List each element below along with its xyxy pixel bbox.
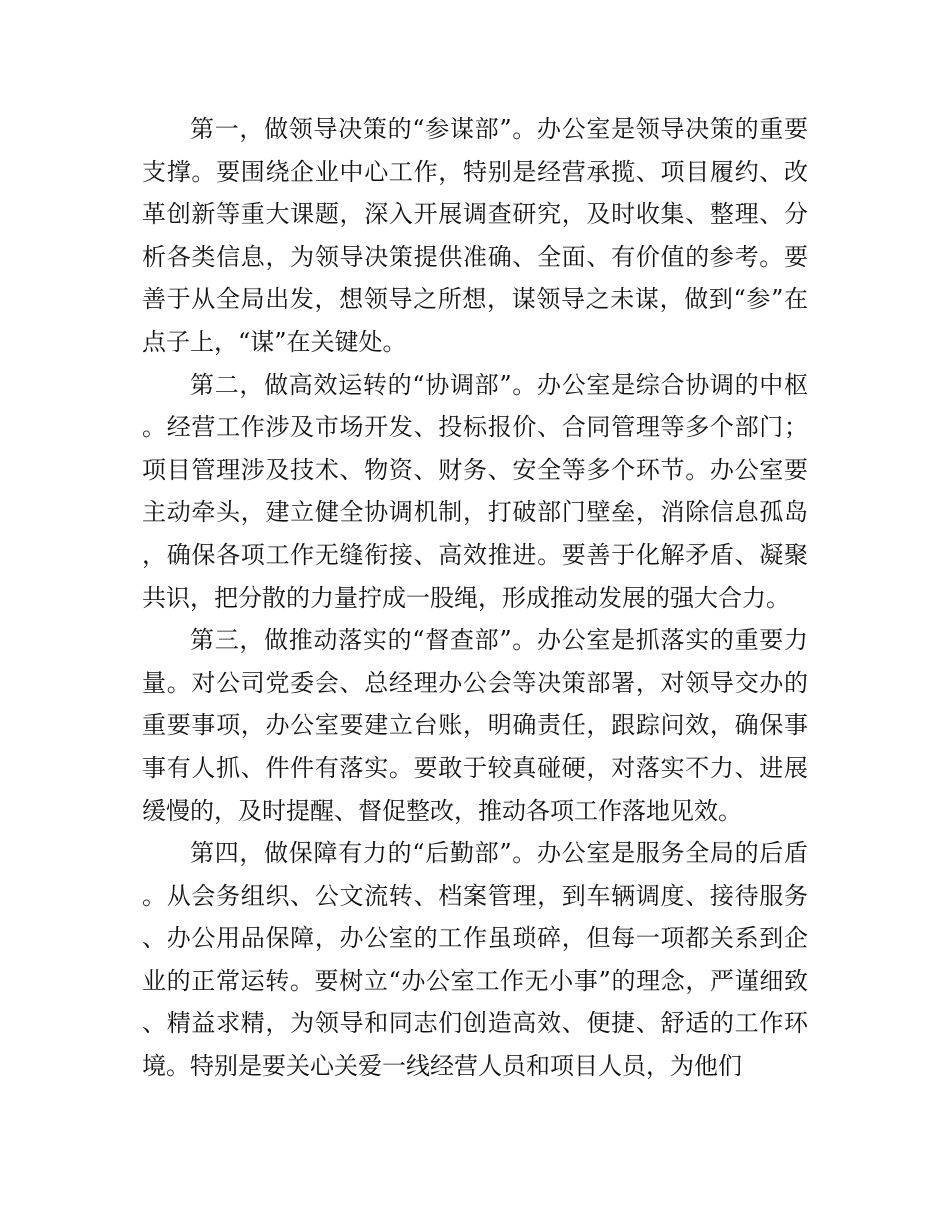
paragraph-4: 第四，做保障有力的“后勤部”。办公室是服务全局的后盾。从会务组织、公文流转、档案管理，到车辆调度、接待服务、办公用品保障，办公室的工作虽琐碎，但每一项都关系到企业的正常运转。要树立“办公室工作无小事”的理念，严谨细致、精益求精，为领导和同志们创造高效、便捷、舒适的工作环境。特别是要关心关爱一线经营人员和项目人员，为他们 [142,839,808,1081]
document-body [142,108,808,1088]
paragraph-3: 第三，做推动落实的“督查部”。办公室是抓落实的重要力量。对公司党委会、总经理办公会等决策部署，对领导交办的重要事项，办公室要建立台账，明确责任，跟踪问效，确保事事有人抓、件件有落实。要敢于较真碰硬，对落实不力、进展缓慢的，及时提醒、督促整改，推动各项工作落地见效。 [142,626,808,825]
paragraph-1: 第一，做领导决策的“参谋部”。办公室是领导决策的重要支撑。要围绕企业中心工作，特别是经营承揽、项目履约、改革创新等重大课题，深入开展调查研究，及时收集、整理、分析各类信息，为领导决策提供准确、全面、有价值的参考。要善于从全局出发，想领导之所想，谋领导之未谋，做到“参”在点子上，“谋”在关键处。 [142,115,808,356]
paragraph-2: 第二，做高效运转的“协调部”。办公室是综合协调的中枢。经营工作涉及市场开发、投标报价、合同管理等多个部门；项目管理涉及技术、物资、财务、安全等多个环节。办公室要主动牵头，建立健全协调机制，打破部门壁垒，消除信息孤岛，确保各项工作无缝衔接、高效推进。要善于化解矛盾、凝聚共识，把分散的力量拧成一股绳，形成推动发展的强大合力。 [142,370,808,612]
